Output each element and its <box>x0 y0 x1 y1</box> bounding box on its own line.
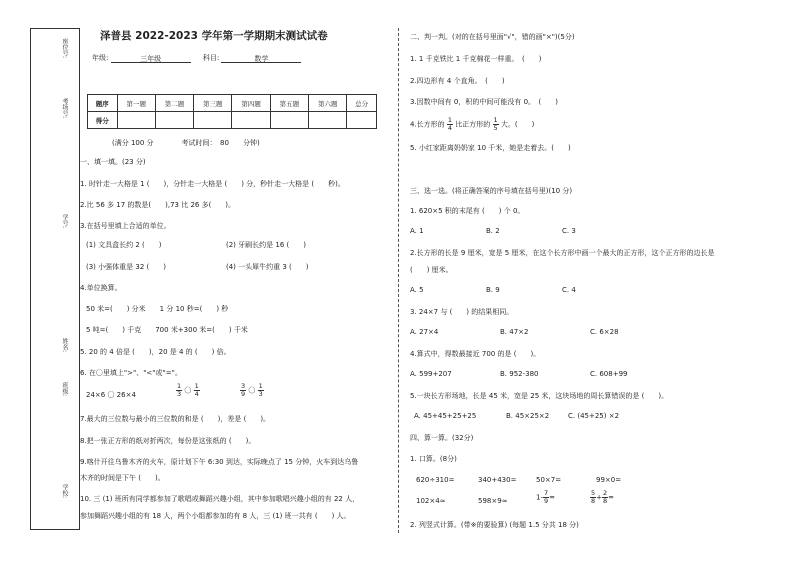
choice-4: 4.算式中，得数最接近 700 的是 ( )。 <box>410 350 541 358</box>
score-cell: 第五题 <box>270 95 308 112</box>
question-1-10b: 参加舞蹈兴趣小组的有 18 人，两个小组都参加的有 8 人，三 (1) 班一共有 ( ) 人。 <box>80 512 351 520</box>
question-1-7: 7.最大的三位数与最小的三位数的和是 ( )，差是 ( )。 <box>80 415 271 423</box>
grade-row <box>92 53 301 63</box>
choice-1: 1. 620×5 积的末尾有 ( ) 个 0。 <box>410 207 525 215</box>
question-1-3b: (2) 牙刷长约是 16 ( ) <box>226 241 306 249</box>
score-input-cell[interactable] <box>270 112 308 129</box>
score-table-score-row <box>88 112 377 129</box>
choice-2a: 2.长方形的长是 9 厘米，宽是 5 厘米，在这个长方形中画一个最大的正方形，这个正方形的边长是 <box>410 249 715 257</box>
fraction: $\frac{1}{4}$ <box>447 116 453 132</box>
section-3-heading: 三、选一选。(将正确答案的序号填在括号里)(10 分) <box>410 187 573 195</box>
score-cell: 总分 <box>347 95 377 112</box>
score-input-cell[interactable] <box>155 112 193 129</box>
judge-4: 4.长方形的 $\frac{1}{4}$ 比正方形的 $\frac{1}{5}$ 大。( ) <box>410 116 535 132</box>
exam-info: (满分 100 分 考试时间： 80 分钟) <box>112 139 260 147</box>
student-id-label: 学号: <box>61 214 68 229</box>
oral-calc-heading: 1. 口算。(8分) <box>410 455 457 463</box>
judge-5: 5. 小红家距离奶奶家 10 千米，她是走着去。( ) <box>410 144 571 152</box>
question-1-5: 5. 20 的 4 倍是 ( )，20 是 4 的 ( ) 倍。 <box>80 348 231 356</box>
calc-5: 102×4≈ <box>416 497 446 505</box>
exam-title: 泽普县 2022-2023 学年第一学期期末测试试卷 <box>100 30 328 42</box>
question-1-4: 4.单位换算。 <box>80 284 122 292</box>
fraction: $\frac{1}{3}$ <box>258 382 263 398</box>
question-1-3a: (1) 文具盒长约 2 ( ) <box>86 241 162 249</box>
section-4-heading: 四、算一算。(32分) <box>410 434 474 442</box>
question-1-1: 1. 时针走一大格是 1 ( )，分针走一大格是 ( ) 分，秒针走一大格是 ( 秒)。 <box>80 180 345 188</box>
question-1-3d: (4) 一头犀牛约重 3 ( ) <box>226 263 309 271</box>
section-1-heading: 一、填一填。(23 分) <box>80 158 146 166</box>
score-table-header-row <box>88 95 377 112</box>
choice-3: 3. 24×7 与 ( ) 的结果相同。 <box>410 308 514 316</box>
choice-3-option-a[interactable]: A. 27×4 <box>410 328 439 336</box>
question-1-6a: 24×6 〇 26×4 <box>86 391 136 399</box>
choice-5-option-b[interactable]: B. 45×25×2 <box>506 412 550 420</box>
question-1-6: 6. 在〇里填上">"、"<"或"="。 <box>80 369 182 377</box>
choice-2-option-c[interactable]: C. 4 <box>562 286 576 294</box>
grade-field[interactable]: 三年级 <box>111 54 191 63</box>
question-1-10a: 10. 三 (1) 班所有同学都参加了歌唱或舞蹈兴趣小组，其中参加歌唱兴趣小组的有 22 人， <box>80 495 360 503</box>
choice-4-option-c[interactable]: C. 608+99 <box>590 370 628 378</box>
calc-1: 620÷310= <box>416 476 455 484</box>
question-1-4b: 5 吨=( ) 千克 700 米+300 米=( ) 千米 <box>86 326 248 334</box>
score-input-cell[interactable] <box>232 112 270 129</box>
fraction: $\frac{2}{8}$ <box>603 489 608 505</box>
binding-margin <box>30 28 80 530</box>
choice-3-option-b[interactable]: B. 47×2 <box>500 328 529 336</box>
fraction: $\frac{1}{5}$ <box>493 116 498 132</box>
question-1-4a: 50 米=( ) 分米 1 分 10 秒=( ) 秒 <box>86 305 229 313</box>
choice-4-option-a[interactable]: A. 599+207 <box>410 370 452 378</box>
calc-7: 1- $\frac{7}{9}$ = <box>536 489 555 505</box>
column-divider <box>398 28 399 533</box>
fraction: $\frac{5}{8}$ <box>591 489 596 505</box>
question-1-6c: $\frac{3}{9}$ 〇 $\frac{1}{3}$ <box>241 382 263 398</box>
name-label: 姓名: <box>61 338 68 353</box>
fraction: $\frac{3}{9}$ <box>241 382 246 398</box>
choice-1-option-a[interactable]: A. 1 <box>410 227 424 235</box>
grade-label: 年级: <box>92 54 109 62</box>
score-cell: 第一题 <box>117 95 155 112</box>
choice-5: 5.一块长方形场地，长是 45 米，宽是 25 米，这块场地的周长算错误的是 ( )。 <box>410 392 669 400</box>
judge-1: 1. 1 千克铁比 1 千克棉花一样重。 ( ) <box>410 55 542 63</box>
question-1-3: 3.在括号里填上合适的单位。 <box>80 222 171 230</box>
score-cell: 题序 <box>88 95 118 112</box>
score-cell: 第四题 <box>232 95 270 112</box>
choice-2-option-b[interactable]: B. 9 <box>486 286 500 294</box>
question-1-9a: 9.喀什开往乌鲁木齐的火车，原计划下午 6:30 到达，实际晚点了 15 分钟，火车到达乌鲁 <box>80 458 359 466</box>
score-input-cell[interactable] <box>309 112 347 129</box>
score-cell: 第二题 <box>155 95 193 112</box>
fraction: $\frac{1}{4}$ <box>194 382 199 398</box>
question-1-3c: (3) 小强体重是 32 ( ) <box>86 263 166 271</box>
fraction: $\frac{7}{9}$ <box>543 489 549 505</box>
score-input-cell[interactable] <box>117 112 155 129</box>
school-label: 学校: <box>61 484 68 499</box>
choice-5-option-c[interactable]: C. (45+25) ×2 <box>568 412 620 420</box>
exam-room-label: 考场号: <box>61 98 68 119</box>
calc-4: 99×0= <box>596 476 622 484</box>
choice-1-option-b[interactable]: B. 2 <box>486 227 500 235</box>
subject-field[interactable]: 数学 <box>221 54 301 63</box>
question-1-6b: $\frac{1}{3}$ 〇 $\frac{1}{4}$ <box>177 382 199 398</box>
class-label: 班级: <box>61 382 68 397</box>
choice-2b: ( ) 厘米。 <box>410 266 453 274</box>
section-2-heading: 二、判一判。(对的在括号里面"√"，错的画"×")(5分) <box>410 33 575 41</box>
calc-6: 598×9≈ <box>478 497 508 505</box>
score-cell: 第六题 <box>309 95 347 112</box>
fraction: $\frac{1}{3}$ <box>177 382 182 398</box>
seat-number-label: 座位号: <box>61 38 68 59</box>
choice-3-option-c[interactable]: C. 6×28 <box>590 328 619 336</box>
subject-label: 科目: <box>202 54 220 62</box>
choice-5-option-a[interactable]: A. 45+45+25+25 <box>414 412 477 420</box>
calc-3: 50×7= <box>536 476 562 484</box>
choice-1-option-c[interactable]: C. 3 <box>562 227 576 235</box>
judge-2: 2.四边形有 4 个直角。 ( ) <box>410 77 505 85</box>
question-1-8: 8.把一张正方形的纸对折两次，每份是这张纸的 ( )。 <box>80 437 256 445</box>
choice-2-option-a[interactable]: A. 5 <box>410 286 424 294</box>
vertical-calc-heading: 2. 列竖式计算。(带※的要验算) (每题 1.5 分共 18 分) <box>410 521 579 529</box>
calc-2: 340+430= <box>478 476 517 484</box>
score-cell: 得分 <box>88 112 118 129</box>
score-input-cell[interactable] <box>194 112 232 129</box>
calc-8: $\frac{5}{8}$ + $\frac{2}{8}$ = <box>591 489 615 505</box>
score-table <box>87 94 377 129</box>
choice-4-option-b[interactable]: B. 952-380 <box>500 370 539 378</box>
score-cell: 第三题 <box>194 95 232 112</box>
score-input-cell[interactable] <box>347 112 377 129</box>
question-1-9b: 木齐的时间是下午 ( )。 <box>80 474 165 482</box>
question-1-2: 2.比 56 多 17 的数是( ),73 比 26 多( )。 <box>80 201 236 209</box>
judge-3: 3.因数中间有 0，积的中间可能没有 0。 ( ) <box>410 98 558 106</box>
